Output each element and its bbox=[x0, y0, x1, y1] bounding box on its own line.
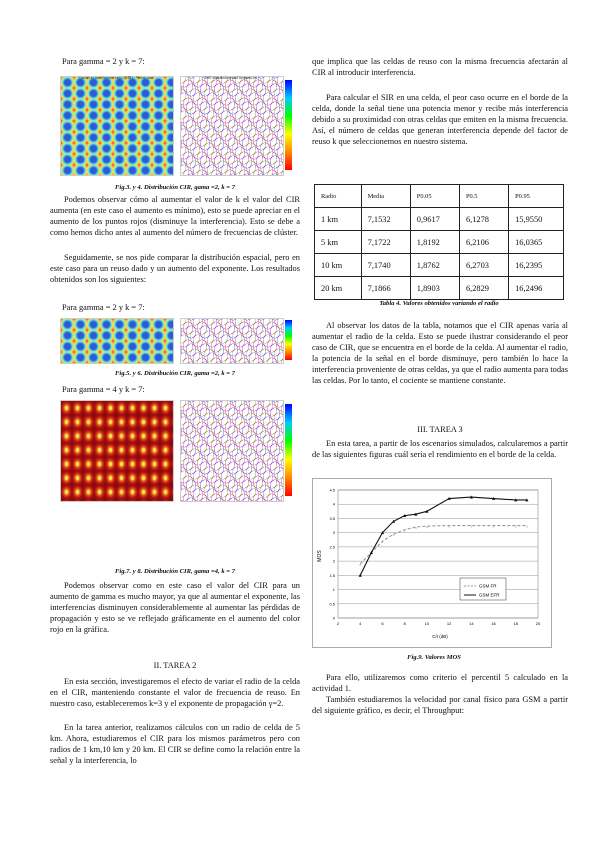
paragraph-tarea-3-intro: En esta tarea, a partir de los escenarios simulados, calcularemos a partir de las siguientes figuras cuál sería el rendimiento en el borde de la celda. bbox=[312, 439, 568, 459]
paragraph-tarea-2-radius: En la tarea anterior, realizamos cálculos con un radio de celda de 5 km. Ahora, estudiaremos el CIR para los mismos parámetros pero con radios de 1 km,10 km y 20 km. El CIR se define como la relación entre la señal y la interferencia, lo bbox=[50, 723, 300, 765]
table-cell: 5 km bbox=[315, 231, 362, 254]
figure-5-caption: Fig.5. y 6. Distribución CIR, gama =2, k = 7 bbox=[115, 370, 235, 377]
table-cell: 7,1866 bbox=[361, 277, 410, 300]
paragraph-throughput: También estudiaremos la velocidad por canal físico para GSM a partir del siguiente gráfico, es decir, el Throughput: bbox=[312, 695, 568, 715]
data-point: x bbox=[381, 539, 384, 544]
x-tick-label: 8 bbox=[403, 621, 406, 626]
figure-4-title: Cell distribution and frequencies bbox=[204, 75, 258, 80]
table-cell: 15,9550 bbox=[509, 208, 564, 231]
legend-label: GSM EFR bbox=[479, 592, 500, 598]
data-point: x bbox=[492, 523, 495, 529]
data-point: x bbox=[425, 523, 429, 529]
table-cell: 7,1532 bbox=[361, 208, 410, 231]
paragraph-k-increase: Podemos observar cómo al aumentar el valor de k el valor del CIR aumenta (en este caso el aumento es mínimo), esto se puede apreciar en el aumento de los puntos rojos (disminuye la interferencia). Esto se debe a como hemos dicho antes al aumento del número de frecuencias de clúster. bbox=[50, 195, 300, 237]
y-axis-label: MOS bbox=[317, 550, 323, 562]
x-tick-label: 2 bbox=[336, 621, 340, 626]
x-tick-label: 20 bbox=[535, 621, 541, 626]
x-tick-label: 18 bbox=[513, 621, 519, 626]
y-tick-label: 1 bbox=[332, 587, 335, 593]
table-cell: 16,2395 bbox=[509, 254, 564, 277]
colorbar bbox=[285, 80, 292, 170]
mos-line-chart bbox=[312, 478, 552, 648]
table-row bbox=[315, 208, 564, 231]
x-tick-label: 4 bbox=[359, 621, 362, 626]
table-cell: 6,1278 bbox=[459, 208, 508, 231]
table-row bbox=[315, 254, 564, 277]
table-cell: 1,8903 bbox=[410, 277, 459, 300]
figure-9-caption: Fig.9. Valores MOS bbox=[407, 654, 461, 661]
cell-distribution-figure-6 bbox=[180, 318, 284, 364]
table-cell: 20 km bbox=[315, 277, 362, 300]
x-tick-label: 16 bbox=[491, 621, 496, 626]
table-cell: 1,8762 bbox=[410, 254, 459, 277]
figure-3-title: Carrier to interference ratio (CIR) - Worst case bbox=[78, 75, 154, 80]
table-cell: 6,2829 bbox=[459, 277, 508, 300]
data-point: x bbox=[447, 523, 451, 529]
table-cell: 16,2496 bbox=[509, 277, 564, 300]
paragraph-percentile: Para ello, utilizaremos como criterio el percentil 5 calculado en la actividad 1. bbox=[312, 673, 568, 693]
y-tick-label: 4 bbox=[332, 501, 335, 507]
paragraph-reuse-cells: que implica que las celdas de reuso con la misma frecuencia afectarán al CIR al introducir interferencia. bbox=[312, 57, 568, 77]
plot-area bbox=[338, 490, 538, 618]
table-header: P0.95 bbox=[509, 185, 564, 208]
table-cell: 7,1722 bbox=[361, 231, 410, 254]
results-table bbox=[314, 184, 564, 300]
colorbar bbox=[285, 320, 292, 360]
table-cell: 1 km bbox=[315, 208, 362, 231]
cir-heatmap-figure-3 bbox=[60, 76, 174, 176]
data-point: x bbox=[525, 523, 529, 529]
table-cell: 6,2703 bbox=[459, 254, 508, 277]
paragraph-tarea-2-intro: En esta sección, investigaremos el efecto de variar el radio de la celda en el CIR, manteniendo constante el valor de frecuencia de reuso. En nuestro caso, estableceremos k=3 y el exponente de propagación γ=2. bbox=[50, 677, 300, 708]
section-heading-tarea-2: II. TAREA 2 bbox=[153, 661, 197, 670]
figure-3-caption: Fig.3. y 4. Distribución CIR, gama =2, k = 7 bbox=[115, 184, 235, 191]
paragraph-sir-worst-case: Para calcular el SIR en una celda, el peor caso ocurre en el borde de la celda, donde la señal tiene una potencia menor y recibe más interferencia debido a su proximidad con otras celdas que emiten en la misma frecuencia. Así, el número de celdas que generan interferencia depende del factor de reuso k que seleccionemos en nuestro sistema. bbox=[312, 93, 568, 146]
y-tick-label: 0 bbox=[332, 615, 335, 621]
x-axis-label: C/I (dB) bbox=[432, 634, 448, 639]
data-point: x bbox=[514, 523, 517, 529]
table-header: P0.5 bbox=[459, 185, 508, 208]
table-header-row bbox=[315, 185, 564, 208]
cell-distribution-figure-8 bbox=[180, 400, 284, 502]
legend-label: GSM FR bbox=[479, 583, 497, 589]
data-point: x bbox=[359, 561, 362, 567]
gamma-label-3: Para gamma = 4 y k = 7: bbox=[62, 385, 145, 394]
table-cell: 10 km bbox=[315, 254, 362, 277]
data-point: x bbox=[403, 527, 406, 533]
chart-legend bbox=[460, 578, 506, 600]
y-tick-label: 3 bbox=[332, 530, 335, 536]
table-cell: 1,8192 bbox=[410, 231, 459, 254]
y-tick-label: 2 bbox=[332, 558, 335, 564]
table-header: Radio bbox=[315, 185, 362, 208]
cell-distribution-figure-4 bbox=[180, 76, 284, 176]
x-tick-label: 12 bbox=[446, 621, 452, 626]
table-cell: 16,0365 bbox=[509, 231, 564, 254]
y-tick-label: 0.5 bbox=[329, 601, 335, 607]
y-tick-label: 3.5 bbox=[329, 515, 335, 521]
paragraph-comparison: Seguidamente, se nos pide comparar la distribución espacial, pero en este caso para un reuso dado y un aumento del exponente. Los resultados obtenidos son los siguientes: bbox=[50, 253, 300, 284]
cir-heatmap-figure-7 bbox=[60, 400, 174, 502]
table-row bbox=[315, 277, 564, 300]
x-tick-label: 6 bbox=[381, 621, 384, 626]
paragraph-table-analysis: Al observar los datos de la tabla, notamos que el CIR apenas varía al aumentar el radio de la celda. Esto se puede ilustrar considerando el peor caso de CIR, que se encuentra en el borde de la celda. Al aumentar el radio, la potencia de la señal en el borde disminuye, pero también lo hace la interferencia proveniente de otras celdas, ya que el radio aumenta para todas las celdas. Por lo tanto, el cociente se mantiene constante. bbox=[312, 321, 568, 385]
table-row bbox=[315, 231, 564, 254]
table-caption: Tabla 4. Valores obtenidos variando el radio bbox=[379, 300, 499, 307]
colorbar bbox=[285, 404, 292, 496]
cir-heatmap-figure-5 bbox=[60, 318, 174, 364]
x-tick-label: 10 bbox=[424, 621, 430, 626]
section-heading-tarea-3: III. TAREA 3 bbox=[417, 425, 463, 434]
table-header: Media bbox=[361, 185, 410, 208]
table-header: P0.05 bbox=[410, 185, 459, 208]
table-cell: 0,9617 bbox=[410, 208, 459, 231]
gamma-label-1: Para gamma = 2 y k = 7: bbox=[62, 57, 145, 66]
table-cell: 6,2106 bbox=[459, 231, 508, 254]
y-tick-label: 1.5 bbox=[329, 572, 335, 578]
gamma-label-2: Para gamma = 2 y k = 7: bbox=[62, 303, 145, 312]
table-cell: 7,1740 bbox=[361, 254, 410, 277]
x-tick-label: 14 bbox=[469, 621, 474, 626]
y-tick-label: 4.5 bbox=[329, 487, 335, 493]
data-point: x bbox=[470, 523, 473, 529]
y-tick-label: 2.5 bbox=[329, 544, 335, 550]
figure-7-caption: Fig.7. y 8. Distribución CIR, gama =4, k = 7 bbox=[115, 568, 235, 575]
data-point: x bbox=[392, 531, 395, 537]
paragraph-gamma-increase: Podemos observar como en este caso el valor del CIR para un aumento de gamma es mucho mayor, ya que al aumentar el exponente, las interferencias disminuyen considerablemente al aumentar las pérdidas de propagación y esto se ve reflejado gráficamente en el aumento del color rojo en la gráfica. bbox=[50, 581, 300, 634]
data-point: x bbox=[414, 524, 417, 530]
